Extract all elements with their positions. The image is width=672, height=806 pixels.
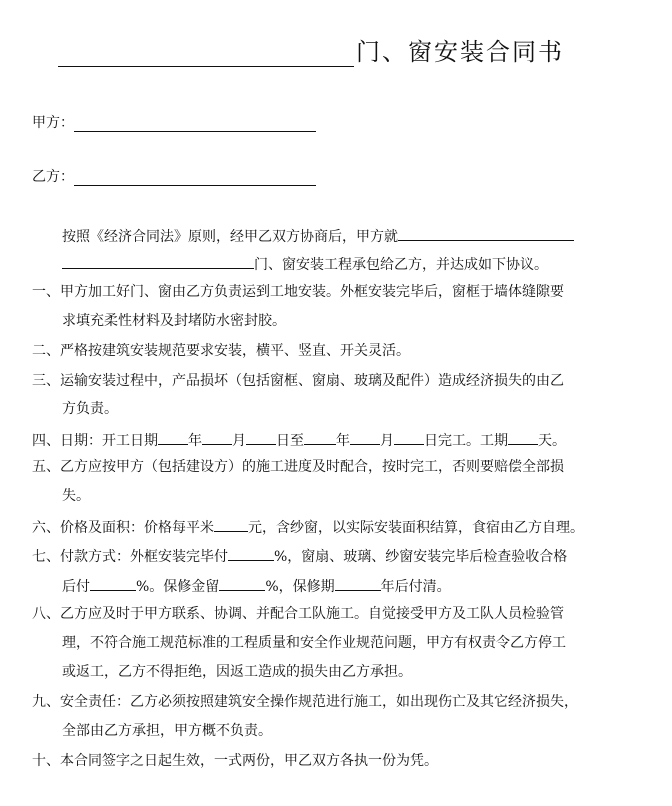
title-text: 门、窗安装合同书 bbox=[356, 38, 564, 66]
i6-blank bbox=[214, 516, 248, 532]
i7-blank-3 bbox=[219, 575, 265, 591]
i7-f: 年后付清。 bbox=[380, 579, 451, 595]
item-7-line-2 bbox=[62, 575, 451, 596]
contract-title bbox=[58, 36, 564, 67]
item-10: 十、本合同签字之日起生效，一式两份，甲乙双方各执一份为凭。 bbox=[32, 753, 438, 769]
party-b bbox=[32, 166, 316, 186]
intro-blank-1 bbox=[398, 225, 574, 241]
intro-text-2: 门、窗安装工程承包给乙方，并达成如下协议。 bbox=[254, 257, 548, 273]
item-8-line-3: 或返工，乙方不得拒绝，因返工造成的损失由乙方承担。 bbox=[62, 664, 412, 680]
i4-blank-2 bbox=[202, 429, 232, 445]
item-5-line-1: 五、乙方应按甲方（包括建设方）的施工进度及时配合，按时完工，否则要赔偿全部损 bbox=[32, 459, 564, 475]
party-b-label: 乙方： bbox=[32, 169, 74, 185]
item-1-line-2: 求填充柔性材料及封堵防水密封胶。 bbox=[62, 313, 286, 329]
intro-line-1 bbox=[62, 225, 574, 246]
party-a-label: 甲方： bbox=[32, 115, 74, 131]
i4-blank-4 bbox=[304, 429, 336, 445]
title-blank bbox=[58, 36, 354, 67]
i7-blank-1 bbox=[228, 545, 274, 561]
item-1-line-1: 一、甲方加工好门、窗由乙方负责运到工地安装。外框安装完毕后，窗框于墙体缝隙要 bbox=[32, 284, 564, 300]
i7-e: %，保修期 bbox=[265, 579, 335, 595]
i7-blank-2 bbox=[90, 575, 136, 591]
item-8-line-1: 八、乙方应及时于甲方联系、协调、并配合工队施工。自觉接受甲方及工队人员检验管 bbox=[32, 606, 564, 622]
item-4 bbox=[32, 429, 566, 450]
i4-f: 月 bbox=[380, 433, 394, 449]
i4-blank-7 bbox=[508, 429, 538, 445]
i4-a: 四、日期：开工日期 bbox=[32, 433, 158, 449]
item-5-line-2: 失。 bbox=[62, 488, 90, 504]
intro-line-2 bbox=[62, 253, 548, 274]
i4-c: 月 bbox=[232, 433, 246, 449]
item-6 bbox=[32, 516, 584, 537]
i7-d: %。保修金留 bbox=[136, 579, 220, 595]
i7-c: 后付 bbox=[62, 579, 90, 595]
i4-blank-5 bbox=[350, 429, 380, 445]
intro-blank-2 bbox=[62, 253, 254, 269]
intro-text-1: 按照《经济合同法》原则，经甲乙双方协商后，甲方就 bbox=[62, 229, 398, 245]
item-2: 二、严格按建筑安装规范要求安装，横平、竖直、开关灵活。 bbox=[32, 343, 410, 359]
i7-b: %，窗扇、玻璃、纱窗安装完毕后检查验收合格 bbox=[274, 549, 568, 565]
i7-blank-4 bbox=[335, 575, 381, 591]
i4-d: 日至 bbox=[276, 433, 304, 449]
i6-a: 六、价格及面积：价格每平米 bbox=[32, 520, 214, 536]
i4-blank-3 bbox=[246, 429, 276, 445]
party-a bbox=[32, 112, 316, 132]
i6-b: 元，含纱窗，以实际安装面积结算，食宿由乙方自理。 bbox=[248, 520, 584, 536]
item-9-line-2: 全部由乙方承担，甲方概不负责。 bbox=[62, 723, 272, 739]
i7-a: 七、付款方式：外框安装完毕付 bbox=[32, 549, 228, 565]
i4-blank-6 bbox=[394, 429, 424, 445]
i4-h: 天。 bbox=[538, 433, 566, 449]
party-b-blank bbox=[74, 167, 316, 186]
i4-blank-1 bbox=[158, 429, 188, 445]
item-9-line-1: 九、安全责任：乙方必须按照建筑安全操作规范进行施工，如出现伤亡及其它经济损失， bbox=[32, 694, 578, 710]
item-8-line-2: 理，不符合施工规范标准的工程质量和安全作业规范问题，甲方有权责令乙方停工 bbox=[62, 635, 566, 651]
item-3-line-1: 三、运输安装过程中，产品损坏（包括窗框、窗扇、玻璃及配件）造成经济损失的由乙 bbox=[32, 373, 564, 389]
party-a-blank bbox=[74, 113, 316, 132]
item-7-line-1 bbox=[32, 545, 567, 566]
i4-e: 年 bbox=[336, 433, 350, 449]
item-3-line-2: 方负责。 bbox=[62, 401, 118, 417]
i4-g: 日完工。工期 bbox=[424, 433, 508, 449]
i4-b: 年 bbox=[188, 433, 202, 449]
